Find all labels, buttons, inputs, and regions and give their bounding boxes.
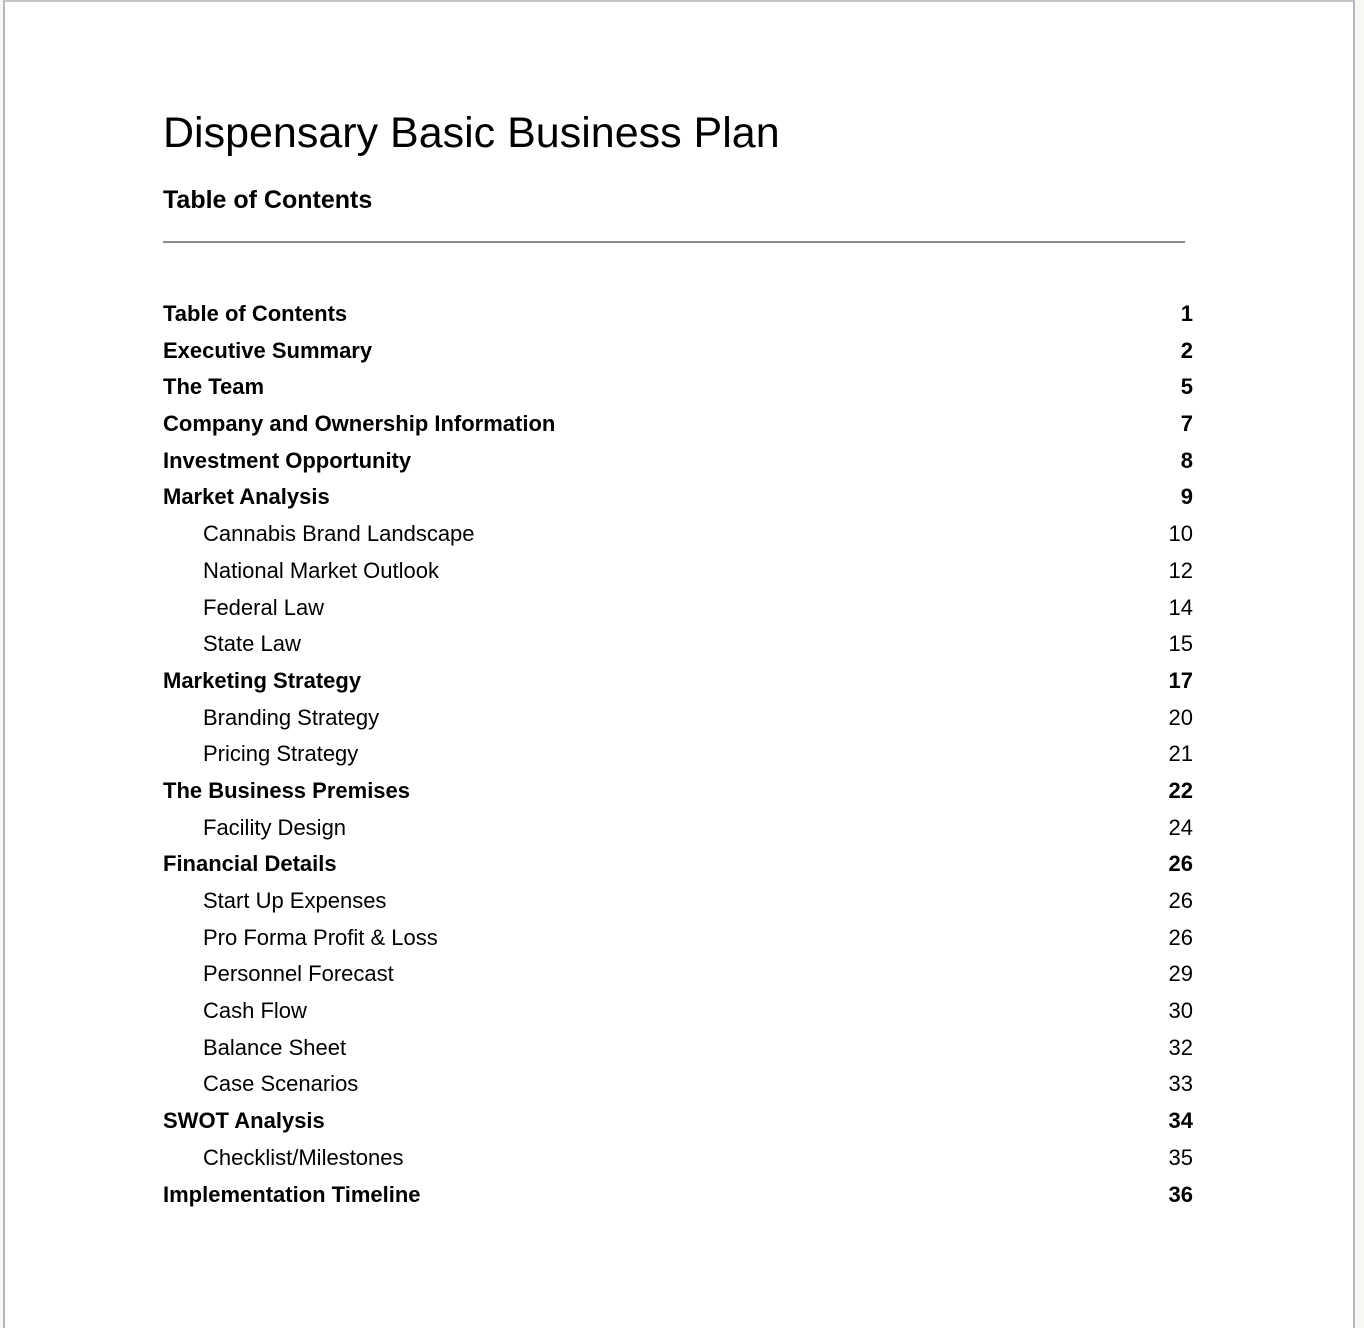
toc-entry-title: Case Scenarios <box>203 1071 359 1097</box>
toc-entry-page: 8 <box>1180 447 1193 473</box>
toc-entry-title: The Business Premises <box>163 777 411 803</box>
toc-entry-page: 35 <box>1168 1144 1193 1170</box>
toc-entry[interactable] <box>163 1177 1193 1214</box>
document-page[interactable] <box>3 0 1355 1328</box>
toc-entry[interactable] <box>163 1103 1193 1140</box>
toc-entry[interactable] <box>163 883 1193 920</box>
toc-entry-page: 32 <box>1168 1034 1193 1060</box>
toc-entry-page: 26 <box>1168 851 1193 877</box>
toc-heading: Table of Contents <box>163 186 373 214</box>
toc-entry[interactable] <box>163 590 1193 627</box>
document-title: Dispensary Basic Business Plan <box>163 109 780 157</box>
toc-entry-title: Pro Forma Profit & Loss <box>203 924 438 950</box>
toc-entry-page: 26 <box>1168 924 1193 950</box>
toc-entry-page: 20 <box>1168 704 1193 730</box>
toc-entry-page: 36 <box>1168 1181 1193 1207</box>
toc-entry[interactable] <box>163 516 1193 553</box>
toc-entry-page: 2 <box>1180 337 1193 363</box>
toc-entry[interactable] <box>163 296 1193 333</box>
toc-entry-page: 21 <box>1168 741 1193 767</box>
toc-entry-title: Cash Flow <box>203 998 307 1024</box>
toc-entry-page: 33 <box>1168 1071 1193 1097</box>
toc-entry[interactable] <box>163 1140 1193 1177</box>
toc-entry-title: Start Up Expenses <box>203 888 387 913</box>
toc-entry[interactable] <box>163 479 1193 516</box>
toc-entry[interactable] <box>163 846 1193 883</box>
toc-entry-page: 5 <box>1180 374 1193 400</box>
toc-entry[interactable] <box>163 993 1193 1030</box>
toc-entry[interactable] <box>163 626 1193 663</box>
page-content <box>163 107 1193 1213</box>
toc-entry-page: 17 <box>1168 667 1193 693</box>
toc-entry[interactable] <box>163 700 1193 737</box>
toc-entry-title: Personnel Forecast <box>203 961 394 987</box>
toc-entry-title: Financial Details <box>163 851 337 877</box>
toc-entry[interactable] <box>163 956 1193 993</box>
toc-entry[interactable] <box>163 810 1193 847</box>
toc-entry-page: 26 <box>1168 888 1193 913</box>
toc-entry[interactable] <box>163 920 1193 957</box>
toc-entry-page: 30 <box>1168 998 1193 1024</box>
toc-entry-title: Branding Strategy <box>203 704 380 730</box>
toc-entry[interactable] <box>163 406 1193 443</box>
toc-entry-title: SWOT Analysis <box>163 1108 325 1134</box>
toc-entry-title: Cannabis Brand Landscape <box>203 521 475 547</box>
toc-entry-page: 7 <box>1180 411 1193 437</box>
toc-entry[interactable] <box>163 663 1193 700</box>
toc-entry-title: Market Analysis <box>163 484 330 510</box>
toc-entry-page: 1 <box>1180 301 1193 326</box>
toc-entry[interactable] <box>163 736 1193 773</box>
toc-entry[interactable] <box>163 1030 1193 1067</box>
toc-entry-title: Marketing Strategy <box>163 667 362 693</box>
divider-rule <box>163 241 1185 243</box>
toc-entry-page: 22 <box>1168 777 1193 803</box>
toc-entry-title: Investment Opportunity <box>163 447 412 473</box>
toc-entry-page: 34 <box>1168 1108 1193 1134</box>
toc-entry[interactable] <box>163 369 1193 406</box>
toc-entry-title: Pricing Strategy <box>203 741 359 767</box>
toc-entry-title: Facility Design <box>203 814 347 840</box>
toc-entry-title: Checklist/Milestones <box>203 1144 404 1170</box>
toc-entry[interactable] <box>163 773 1193 810</box>
toc-entry-title: The Team <box>163 374 265 400</box>
toc-entry-title: Table of Contents <box>163 301 348 326</box>
toc-entry-title: State Law <box>203 631 301 657</box>
toc-entry-title: Executive Summary <box>163 337 373 363</box>
toc-entry-page: 12 <box>1168 557 1193 583</box>
toc-entry[interactable] <box>163 443 1193 480</box>
toc-entry[interactable] <box>163 1066 1193 1103</box>
toc-entry-title: Implementation Timeline <box>163 1181 421 1207</box>
toc-entry-page: 15 <box>1168 631 1193 657</box>
toc-entry-title: Federal Law <box>203 594 325 620</box>
toc-entry-page: 29 <box>1168 961 1193 987</box>
toc-entry[interactable] <box>163 553 1193 590</box>
toc-entry-page: 9 <box>1180 484 1193 510</box>
toc-entry-title: Company and Ownership Information <box>163 411 556 437</box>
toc-entry-page: 14 <box>1168 594 1193 620</box>
toc-entry-title: National Market Outlook <box>203 557 439 583</box>
toc-entry-page: 24 <box>1168 814 1193 840</box>
toc-entry-title: Balance Sheet <box>203 1034 347 1060</box>
toc-entry[interactable] <box>163 333 1193 370</box>
toc-entry-page: 10 <box>1168 521 1193 547</box>
toc-list <box>163 296 1193 1213</box>
